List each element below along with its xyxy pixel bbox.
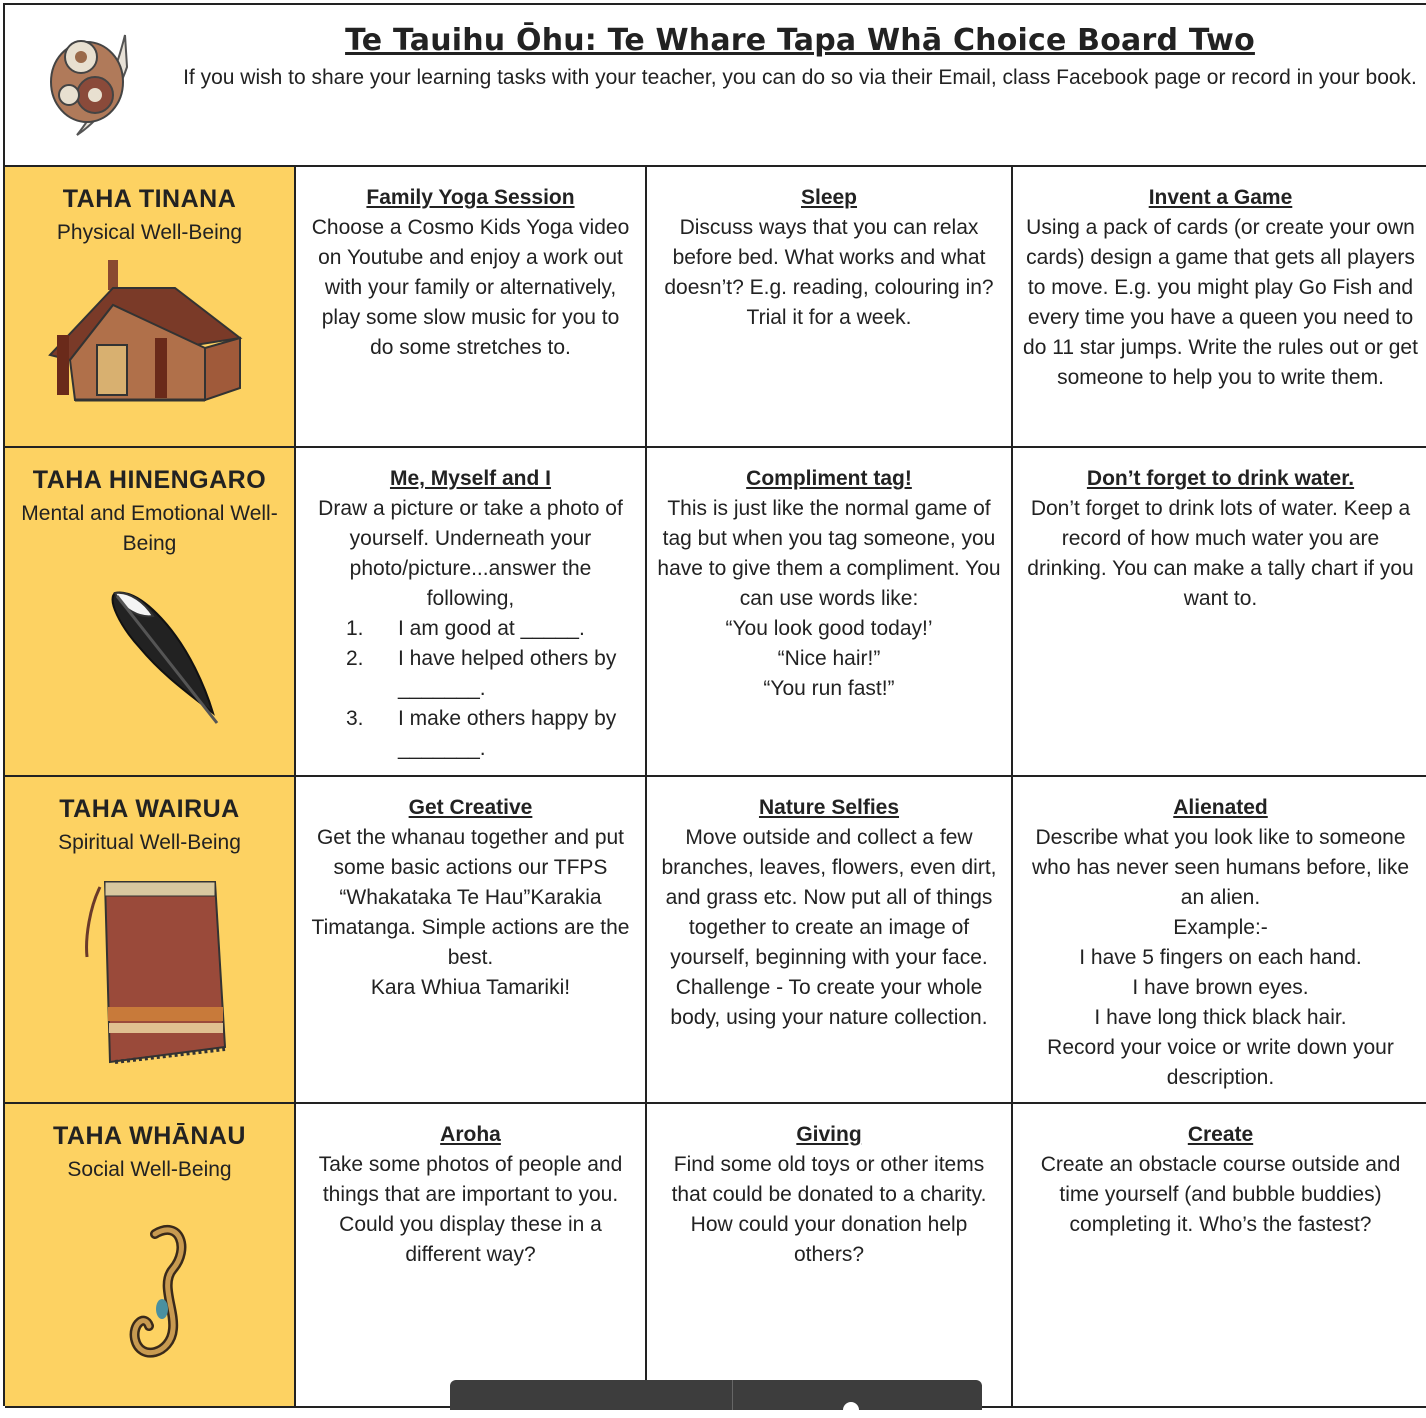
viewer-toolbar[interactable] — [450, 1380, 982, 1410]
task-text: Create an obstacle course outside and time yourself (and bubble buddies) completing it. Who’s the fastest? — [1040, 1153, 1401, 1236]
task-title: Alienated — [1173, 796, 1268, 819]
row-taha-whanau — [5, 1104, 1426, 1408]
list-item — [308, 644, 633, 704]
task-title: Aroha — [440, 1123, 501, 1146]
task-text: Example:- — [1173, 916, 1268, 939]
category-subtitle: Social Well-Being — [67, 1158, 232, 1181]
task-cell — [1013, 777, 1426, 1102]
meeting-house-icon — [45, 260, 255, 410]
category-subtitle: Physical Well-Being — [56, 221, 243, 244]
task-text: Find some old toys or other items that could be donated to a charity. How could your donation help others? — [671, 1153, 987, 1266]
task-cell — [1013, 167, 1426, 446]
task-text: “Nice hair!” — [777, 647, 881, 670]
korowai-cloak-icon — [45, 877, 255, 1072]
task-text: Take some photos of people and things that are important to you. Could you display these in a different way? — [318, 1153, 623, 1266]
row-taha-hinengaro — [5, 448, 1426, 777]
task-cell — [296, 167, 647, 446]
task-text: Move outside and collect a few branches, leaves, flowers, even dirt, and grass etc. Now put all of things together to create an image of yourself, beginning with your face. Challenge - To create your whole body, using your nature collection. — [661, 826, 997, 1029]
task-title: Compliment tag! — [746, 467, 912, 490]
task-cell — [1013, 448, 1426, 775]
category-cell — [5, 167, 296, 446]
category-cell — [5, 1104, 296, 1406]
task-title: Me, Myself and I — [389, 467, 552, 490]
task-text: I have long thick black hair. — [1094, 1006, 1347, 1029]
feather-icon — [45, 588, 255, 728]
task-text: Don’t forget to drink lots of water. Keep a record of how much water you are drinking. You can make a tally chart if you want to. — [1027, 497, 1414, 610]
category-cell — [5, 777, 296, 1102]
task-text: Kara Whiua Tamariki! — [370, 976, 571, 999]
task-title: Giving — [796, 1123, 862, 1146]
task-title: Family Yoga Session — [366, 186, 575, 209]
task-title: Don’t forget to drink water. — [1086, 467, 1355, 490]
task-title: Get Creative — [408, 796, 533, 819]
task-cell — [1013, 1104, 1426, 1406]
row-taha-tinana — [5, 167, 1426, 448]
task-cell — [647, 777, 1013, 1102]
list-text: I have helped others by _______. — [398, 647, 617, 700]
task-cell — [647, 1104, 1013, 1406]
choice-board — [3, 3, 1426, 1406]
list-text: I make others happy by _______. — [398, 707, 617, 760]
category-cell — [5, 448, 296, 775]
category-name: TAHA HINENGARO — [32, 466, 267, 494]
task-text: “You look good today!’ — [725, 617, 933, 640]
task-title: Sleep — [800, 186, 858, 209]
task-title: Nature Selfies — [758, 796, 900, 819]
task-text: Using a pack of cards (or create your own cards) design a game that gets all players to move. E.g. you might play Go Fish and every time you have a queen you need to do 11 star jumps. Write the rules out or get someone to help you to write them. — [1023, 216, 1418, 389]
task-text: Record your voice or write down your description. — [1047, 1036, 1394, 1089]
task-cell — [647, 448, 1013, 775]
task-cell — [296, 777, 647, 1102]
task-text: “You run fast!” — [763, 677, 895, 700]
category-name: TAHA WHĀNAU — [53, 1122, 246, 1150]
category-name: TAHA TINANA — [62, 185, 237, 213]
task-text: I have 5 fingers on each hand. — [1079, 946, 1362, 969]
page-subtitle: If you wish to share your learning tasks with your teacher, you can do so via their Email, class Facebook page or record in your book. — [183, 66, 1417, 89]
list-number: 1. — [346, 617, 364, 640]
category-subtitle: Mental and Emotional Well-Being — [21, 502, 278, 555]
task-cell — [296, 448, 647, 775]
row-taha-wairua — [5, 777, 1426, 1104]
list-item — [308, 614, 633, 644]
category-name: TAHA WAIRUA — [59, 795, 240, 823]
task-title: Invent a Game — [1148, 186, 1293, 209]
koru-logo-icon — [47, 27, 147, 142]
task-cell — [647, 167, 1013, 446]
task-text: I have brown eyes. — [1132, 976, 1309, 999]
page-title: Te Tauihu Ōhu: Te Whare Tapa Whā Choice Board Two — [345, 23, 1255, 58]
task-text: Discuss ways that you can relax before bed. What works and what doesn’t? E.g. reading, colouring in? Trial it for a week. — [664, 216, 994, 329]
header — [5, 5, 1426, 167]
list-item — [308, 704, 633, 764]
toolbar-handle[interactable] — [843, 1402, 859, 1418]
task-text: Choose a Cosmo Kids Yoga video on Youtube and enjoy a work out with your family or alternatively, play some slow music for you to do some stretches to. — [311, 216, 630, 359]
task-text: Get the whanau together and put some basic actions our TFPS “Whakataka Te Hau”Karakia Timatanga. Simple actions are the best. — [311, 826, 630, 969]
list-text: I am good at _____. — [398, 617, 585, 640]
numbered-list — [308, 614, 633, 764]
task-text: Describe what you look like to someone who has never seen humans before, like an alien. — [1031, 826, 1410, 909]
fish-hook-icon — [45, 1214, 255, 1364]
task-text: Draw a picture or take a photo of yourself. Underneath your photo/picture...answer the following, — [318, 497, 623, 610]
toolbar-divider — [732, 1380, 733, 1410]
list-number: 3. — [346, 707, 364, 730]
task-title: Create — [1187, 1123, 1254, 1146]
task-cell — [296, 1104, 647, 1406]
category-subtitle: Spiritual Well-Being — [58, 831, 241, 854]
list-number: 2. — [346, 647, 364, 670]
task-text: This is just like the normal game of tag but when you tag someone, you have to give them a compliment. You can use words like: — [657, 497, 1001, 610]
